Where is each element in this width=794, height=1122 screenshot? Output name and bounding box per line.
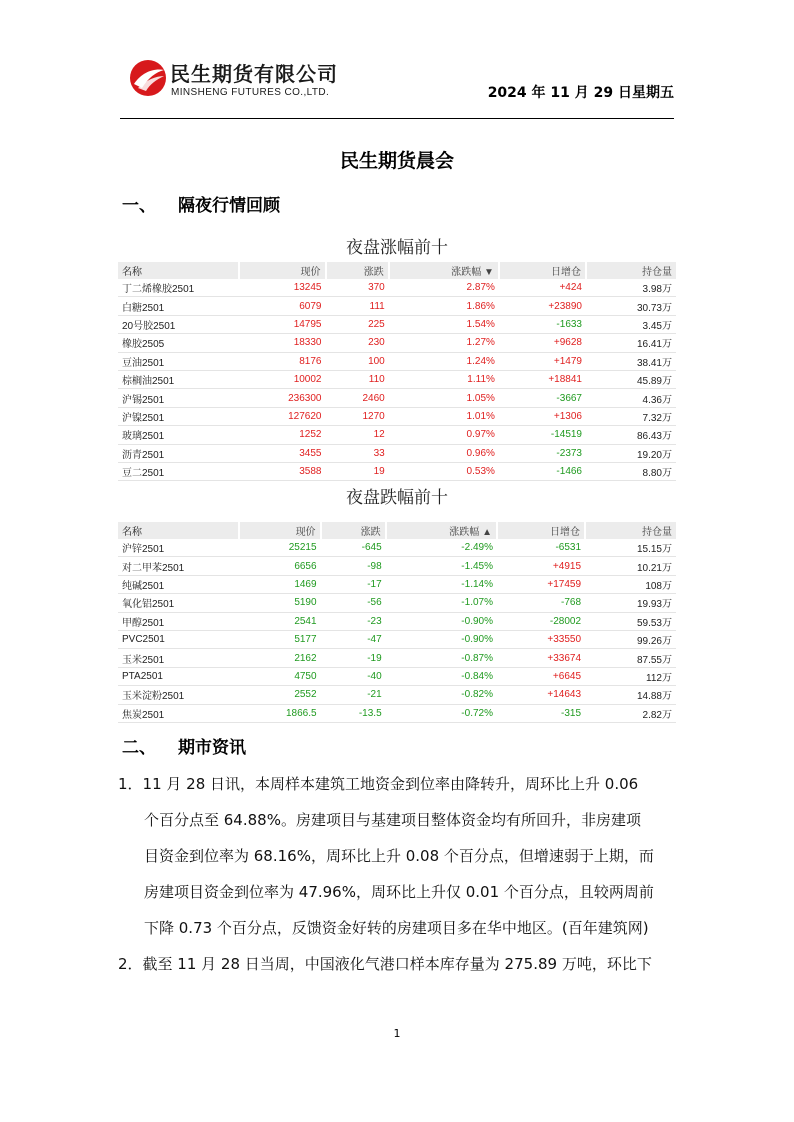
oi-change-cell: +33674 [497, 649, 585, 667]
open-interest-cell: 108万 [585, 575, 676, 593]
contract-name-cell: 氧化铝2501 [118, 594, 239, 612]
last-price-cell: 127620 [239, 407, 326, 425]
open-interest-cell: 59.53万 [585, 612, 676, 630]
change-pct-cell: 1.54% [389, 315, 499, 333]
table-row[interactable] [118, 575, 676, 593]
change-pct-cell: 1.05% [389, 389, 499, 407]
gainers-table [118, 262, 676, 481]
last-price-cell: 14795 [239, 315, 326, 333]
contract-name-cell: 焦炭2501 [118, 704, 239, 722]
change-cell: 1270 [326, 407, 389, 425]
losers-table [118, 522, 676, 723]
column-header[interactable]: 涨跌 [326, 262, 389, 279]
contract-name-cell: 沥青2501 [118, 444, 239, 462]
open-interest-cell: 3.45万 [586, 315, 676, 333]
last-price-cell: 25215 [239, 539, 321, 557]
table-row[interactable] [118, 407, 676, 425]
section-title: 期市资讯 [178, 738, 246, 758]
table-row[interactable] [118, 370, 676, 388]
change-pct-cell: 1.27% [389, 334, 499, 352]
header-divider [120, 118, 674, 119]
table-row[interactable] [118, 334, 676, 352]
change-cell: -47 [321, 630, 386, 648]
change-cell: 2460 [326, 389, 389, 407]
last-price-cell: 13245 [239, 279, 326, 297]
oi-change-cell: +6645 [497, 667, 585, 685]
oi-change-cell: -768 [497, 594, 585, 612]
change-pct-cell: 2.87% [389, 279, 499, 297]
open-interest-cell: 45.89万 [586, 370, 676, 388]
open-interest-cell: 10.21万 [585, 557, 676, 575]
change-pct-cell: -0.90% [386, 612, 497, 630]
column-header[interactable]: 涨跌 [321, 522, 386, 539]
last-price-cell: 5177 [239, 630, 321, 648]
table-row[interactable] [118, 462, 676, 480]
contract-name-cell: 豆二2501 [118, 462, 239, 480]
oi-change-cell: +1479 [499, 352, 586, 370]
change-pct-cell: 1.11% [389, 370, 499, 388]
oi-change-cell: +9628 [499, 334, 586, 352]
table-row[interactable] [118, 297, 676, 315]
table-row[interactable] [118, 612, 676, 630]
open-interest-cell: 14.88万 [585, 686, 676, 704]
contract-name-cell: 沪镍2501 [118, 407, 239, 425]
change-cell: -17 [321, 575, 386, 593]
losers-table-title: 夜盘跌幅前十 [346, 488, 448, 508]
news-line: 下降 0.73 个百分点，反馈资金好转的房建项目多在华中地区。(百年建筑网) [144, 919, 649, 937]
contract-name-cell: 橡胶2505 [118, 334, 239, 352]
table-row[interactable] [118, 557, 676, 575]
table-header-row [118, 522, 676, 539]
column-header[interactable]: 现价 [239, 522, 321, 539]
oi-change-cell: +4915 [497, 557, 585, 575]
table-row[interactable] [118, 444, 676, 462]
change-pct-cell: -0.84% [386, 667, 497, 685]
change-pct-cell: 0.96% [389, 444, 499, 462]
column-header[interactable]: 持仓量 [585, 522, 676, 539]
last-price-cell: 1469 [239, 575, 321, 593]
last-price-cell: 8176 [239, 352, 326, 370]
oi-change-cell: -14519 [499, 426, 586, 444]
table-row[interactable] [118, 426, 676, 444]
oi-change-cell: -1466 [499, 462, 586, 480]
last-price-cell: 3588 [239, 462, 326, 480]
table-row[interactable] [118, 630, 676, 648]
table-row[interactable] [118, 704, 676, 722]
news-item [118, 946, 678, 982]
last-price-cell: 2541 [239, 612, 321, 630]
contract-name-cell: 纯碱2501 [118, 575, 239, 593]
change-cell: -19 [321, 649, 386, 667]
news-line: 房建项目资金到位率为 47.96%，周环比上升仅 0.01 个百分点，且较两周前 [144, 883, 654, 901]
company-name-cn: 民生期货有限公司 [170, 62, 338, 86]
change-cell: -21 [321, 686, 386, 704]
section-number: 二、 [122, 738, 156, 758]
change-pct-cell: 1.86% [389, 297, 499, 315]
table-row[interactable] [118, 649, 676, 667]
open-interest-cell: 87.55万 [585, 649, 676, 667]
oi-change-cell: -1633 [499, 315, 586, 333]
open-interest-cell: 30.73万 [586, 297, 676, 315]
change-pct-cell: 0.97% [389, 426, 499, 444]
last-price-cell: 10002 [239, 370, 326, 388]
change-cell: 12 [326, 426, 389, 444]
news-line: 目资金到位率为 68.16%，周环比上升 0.08 个百分点，但增速弱于上期，而 [144, 847, 654, 865]
open-interest-cell: 2.82万 [585, 704, 676, 722]
last-price-cell: 6079 [239, 297, 326, 315]
open-interest-cell: 99.26万 [585, 630, 676, 648]
minsheng-logo-icon [128, 58, 168, 98]
change-cell: 370 [326, 279, 389, 297]
gainers-table-title: 夜盘涨幅前十 [346, 238, 448, 258]
last-price-cell: 236300 [239, 389, 326, 407]
last-price-cell: 18330 [239, 334, 326, 352]
last-price-cell: 1866.5 [239, 704, 321, 722]
change-cell: 33 [326, 444, 389, 462]
column-header[interactable]: 日增仓 [497, 522, 585, 539]
change-pct-cell: -0.90% [386, 630, 497, 648]
contract-name-cell: 豆油2501 [118, 352, 239, 370]
last-price-cell: 3455 [239, 444, 326, 462]
column-header[interactable]: 名称 [118, 522, 239, 539]
change-pct-cell: -1.14% [386, 575, 497, 593]
open-interest-cell: 86.43万 [586, 426, 676, 444]
last-price-cell: 6656 [239, 557, 321, 575]
section-number: 一、 [122, 196, 156, 216]
change-pct-cell: 1.24% [389, 352, 499, 370]
column-header[interactable]: 名称 [118, 262, 239, 279]
table-row[interactable] [118, 389, 676, 407]
oi-change-cell: -2373 [499, 444, 586, 462]
column-header[interactable]: 涨跌幅 ▲ [386, 522, 497, 539]
oi-change-cell: +1306 [499, 407, 586, 425]
table-row[interactable] [118, 352, 676, 370]
change-cell: -56 [321, 594, 386, 612]
contract-name-cell: 玉米2501 [118, 649, 239, 667]
oi-change-cell: -6531 [497, 539, 585, 557]
last-price-cell: 2162 [239, 649, 321, 667]
table-row[interactable] [118, 594, 676, 612]
change-cell: 225 [326, 315, 389, 333]
open-interest-cell: 8.80万 [586, 462, 676, 480]
contract-name-cell: 棕榈油2501 [118, 370, 239, 388]
page-header [120, 52, 674, 118]
change-cell: 230 [326, 334, 389, 352]
change-pct-cell: -1.45% [386, 557, 497, 575]
open-interest-cell: 38.41万 [586, 352, 676, 370]
section-heading-overnight [122, 191, 280, 216]
contract-name-cell: 玻璃2501 [118, 426, 239, 444]
news-line: 2．截至 11 月 28 日当周，中国液化气港口样本库存量为 275.89 万吨，环比下 [118, 955, 652, 973]
oi-change-cell: -3667 [499, 389, 586, 407]
last-price-cell: 2552 [239, 686, 321, 704]
contract-name-cell: 20号胶2501 [118, 315, 239, 333]
table-row[interactable] [118, 539, 676, 557]
change-cell: -40 [321, 667, 386, 685]
contract-name-cell: 甲醇2501 [118, 612, 239, 630]
change-pct-cell: -0.72% [386, 704, 497, 722]
news-list [118, 766, 678, 982]
change-pct-cell: -1.07% [386, 594, 497, 612]
open-interest-cell: 15.15万 [585, 539, 676, 557]
oi-change-cell: -315 [497, 704, 585, 722]
change-cell: -23 [321, 612, 386, 630]
open-interest-cell: 7.32万 [586, 407, 676, 425]
table-row[interactable] [118, 315, 676, 333]
contract-name-cell: 丁二烯橡胶2501 [118, 279, 239, 297]
company-name-en: MINSHENG FUTURES CO.,LTD. [171, 87, 330, 98]
contract-name-cell: PVC2501 [118, 630, 239, 648]
open-interest-cell: 19.20万 [586, 444, 676, 462]
column-header[interactable]: 日增仓 [499, 262, 586, 279]
oi-change-cell: +424 [499, 279, 586, 297]
contract-name-cell: 白糖2501 [118, 297, 239, 315]
contract-name-cell: PTA2501 [118, 667, 239, 685]
table-row[interactable] [118, 667, 676, 685]
table-header-row [118, 262, 676, 279]
change-pct-cell: 0.53% [389, 462, 499, 480]
open-interest-cell: 16.41万 [586, 334, 676, 352]
page-number: 1 [393, 1027, 401, 1040]
open-interest-cell: 3.98万 [586, 279, 676, 297]
column-header[interactable]: 持仓量 [586, 262, 676, 279]
contract-name-cell: 沪锡2501 [118, 389, 239, 407]
change-pct-cell: -0.82% [386, 686, 497, 704]
change-cell: 111 [326, 297, 389, 315]
news-item [118, 766, 678, 946]
last-price-cell: 4750 [239, 667, 321, 685]
change-cell: -98 [321, 557, 386, 575]
last-price-cell: 1252 [239, 426, 326, 444]
contract-name-cell: 对二甲苯2501 [118, 557, 239, 575]
news-line: 个百分点至 64.88%。房建项目与基建项目整体资金均有所回升，非房建项 [144, 811, 641, 829]
oi-change-cell: +17459 [497, 575, 585, 593]
last-price-cell: 5190 [239, 594, 321, 612]
company-logo [128, 56, 388, 102]
change-cell: 110 [326, 370, 389, 388]
oi-change-cell: +33550 [497, 630, 585, 648]
table-row[interactable] [118, 686, 676, 704]
change-cell: 19 [326, 462, 389, 480]
table-row[interactable] [118, 279, 676, 297]
open-interest-cell: 19.93万 [585, 594, 676, 612]
oi-change-cell: +18841 [499, 370, 586, 388]
change-pct-cell: -2.49% [386, 539, 497, 557]
change-pct-cell: 1.01% [389, 407, 499, 425]
report-date: 2024 年 11 月 29 日星期五 [487, 85, 674, 101]
open-interest-cell: 4.36万 [586, 389, 676, 407]
open-interest-cell: 112万 [585, 667, 676, 685]
document-title: 民生期货晨会 [339, 150, 454, 172]
contract-name-cell: 沪锌2501 [118, 539, 239, 557]
oi-change-cell: +23890 [499, 297, 586, 315]
column-header[interactable]: 涨跌幅 ▼ [389, 262, 499, 279]
oi-change-cell: -28002 [497, 612, 585, 630]
oi-change-cell: +14643 [497, 686, 585, 704]
change-pct-cell: -0.87% [386, 649, 497, 667]
news-line: 1．11 月 28 日讯，本周样本建筑工地资金到位率由降转升，周环比上升 0.06 [118, 775, 639, 793]
section-title: 隔夜行情回顾 [178, 196, 280, 216]
section-heading-news [122, 733, 246, 758]
change-cell: -13.5 [321, 704, 386, 722]
contract-name-cell: 玉米淀粉2501 [118, 686, 239, 704]
change-cell: -645 [321, 539, 386, 557]
column-header[interactable]: 现价 [239, 262, 326, 279]
change-cell: 100 [326, 352, 389, 370]
